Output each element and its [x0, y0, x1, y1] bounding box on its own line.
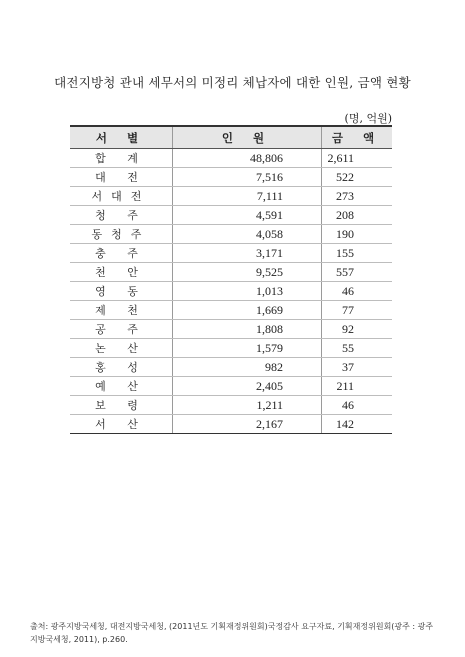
persons-cell: 9,525 — [173, 263, 322, 282]
persons-cell: 1,669 — [173, 301, 322, 320]
unit-label: (명, 억원) — [344, 112, 392, 125]
amount-cell: 2,611 — [322, 149, 393, 168]
table-row — [70, 358, 392, 377]
amount-cell: 522 — [322, 168, 393, 187]
amount-cell: 77 — [322, 301, 393, 320]
amount-cell: 208 — [322, 206, 393, 225]
office-cell: 보 령 — [70, 396, 173, 415]
table-row — [70, 377, 392, 396]
office-cell: 제 천 — [70, 301, 173, 320]
office-cell: 천 안 — [70, 263, 173, 282]
amount-cell: 92 — [322, 320, 393, 339]
header-office: 서 별 — [70, 126, 173, 149]
persons-cell: 982 — [173, 358, 322, 377]
header-amount: 금 액 — [322, 126, 393, 149]
persons-cell: 1,808 — [173, 320, 322, 339]
amount-cell: 46 — [322, 282, 393, 301]
persons-cell: 2,167 — [173, 415, 322, 434]
table-row — [70, 263, 392, 282]
persons-cell: 48,806 — [173, 149, 322, 168]
office-cell: 합 계 — [70, 149, 173, 168]
amount-cell: 37 — [322, 358, 393, 377]
office-cell: 논 산 — [70, 339, 173, 358]
source-note: 출처: 광주지방국세청, 대전지방국세청, (2011년도 기획재정위원회)국정감사 요구자료, 기획재정위원회(광주 : 광주지방국세청, 2011), p.260. — [30, 622, 434, 644]
table-row — [70, 225, 392, 244]
table-row — [70, 206, 392, 225]
table-row — [70, 301, 392, 320]
table-body — [70, 149, 392, 434]
persons-cell: 4,591 — [173, 206, 322, 225]
amount-cell: 190 — [322, 225, 393, 244]
office-cell: 예 산 — [70, 377, 173, 396]
table-row — [70, 339, 392, 358]
table-row — [70, 415, 392, 434]
header-persons: 인 원 — [173, 126, 322, 149]
table-row — [70, 187, 392, 206]
table-row — [70, 320, 392, 339]
office-cell: 홍 성 — [70, 358, 173, 377]
amount-cell: 211 — [322, 377, 393, 396]
persons-cell: 1,211 — [173, 396, 322, 415]
table-row — [70, 149, 392, 168]
office-cell: 청 주 — [70, 206, 173, 225]
office-cell: 서 산 — [70, 415, 173, 434]
persons-cell: 2,405 — [173, 377, 322, 396]
office-cell: 공 주 — [70, 320, 173, 339]
table-header-row — [70, 126, 392, 149]
persons-cell: 3,171 — [173, 244, 322, 263]
amount-cell: 273 — [322, 187, 393, 206]
office-cell: 대 전 — [70, 168, 173, 187]
amount-cell: 46 — [322, 396, 393, 415]
office-cell: 서대전 — [70, 187, 173, 206]
amount-cell: 155 — [322, 244, 393, 263]
persons-cell: 7,516 — [173, 168, 322, 187]
document-title: 대전지방청 관내 세무서의 미정리 체납자에 대한 인원, 금액 현황 — [54, 75, 411, 90]
delinquency-table — [70, 125, 392, 434]
persons-cell: 1,013 — [173, 282, 322, 301]
persons-cell: 1,579 — [173, 339, 322, 358]
table-row — [70, 168, 392, 187]
persons-cell: 4,058 — [173, 225, 322, 244]
table-row — [70, 244, 392, 263]
office-cell: 동청주 — [70, 225, 173, 244]
office-cell: 영 동 — [70, 282, 173, 301]
persons-cell: 7,111 — [173, 187, 322, 206]
amount-cell: 142 — [322, 415, 393, 434]
amount-cell: 557 — [322, 263, 393, 282]
amount-cell: 55 — [322, 339, 393, 358]
table-row — [70, 282, 392, 301]
office-cell: 충 주 — [70, 244, 173, 263]
table-row — [70, 396, 392, 415]
